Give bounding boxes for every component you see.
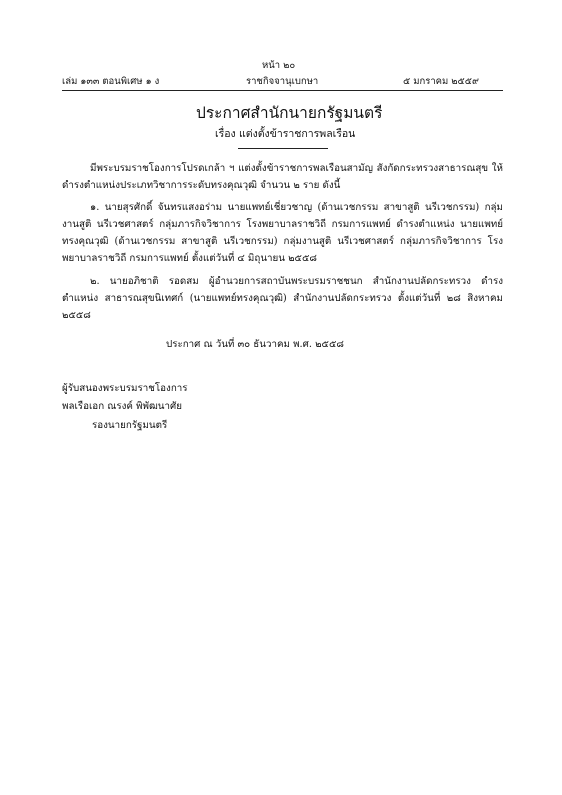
volume-info: เล่ม ๑๓๓ ตอนพิเศษ ๑ ง — [62, 76, 160, 87]
gazette-name: ราชกิจจานุเบกษา — [246, 76, 319, 87]
announcement-date: ประกาศ ณ วันที่ ๓๐ ธันวาคม พ.ศ. ๒๕๕๘ — [166, 339, 344, 350]
signer-position: รองนายกรัฐมนตรี — [92, 420, 168, 431]
intro-paragraph — [62, 160, 503, 194]
countersign-line: ผู้รับสนองพระบรมราชโองการ — [62, 383, 188, 394]
signer-name: พลเรือเอก ณรงค์ พิพัฒนาศัย — [62, 401, 182, 412]
intro-text: มีพระบรมราชโองการโปรดเกล้า ฯ แต่งตั้งข้าราชการพลเรือนสามัญ สังกัดกระทรวงสาธารณสุข ให้ดำรงตำแหน่งประเภทวิชาการระดับทรงคุณวุฒิ จำนวน ๒ ราย ดังนี้ — [62, 163, 503, 191]
announcement-title: ประกาศสำนักนายกรัฐมนตรี — [196, 104, 383, 122]
item-2-paragraph — [62, 273, 503, 324]
announcement-subject: เรื่อง แต่งตั้งข้าราชการพลเรือน — [215, 128, 356, 140]
issue-date: ๕ มกราคม ๒๕๕๙ — [403, 76, 479, 87]
header-rule — [62, 90, 503, 91]
item-2-text: ๒. นายอภิชาติ รอดสม ผู้อำนวยการสถาบันพระบรมราชชนก สำนักงานปลัดกระทรวง ดำรงตำแหน่ง สาธารณสุขนิเทศก์ (นายแพทย์ทรงคุณวุฒิ) สำนักงานปลัดกระทรวง ตั้งแต่วันที่ ๒๘ สิงหาคม ๒๕๕๘ — [62, 276, 503, 321]
item-1-paragraph — [62, 199, 503, 267]
title-underline — [238, 148, 328, 149]
item-1-text: ๑. นายสุรศักดิ์ จันทรแสงอร่าม นายแพทย์เชี่ยวชาญ (ด้านเวชกรรม สาขาสูติ นรีเวชกรรม) กลุ่มงานสูติ นรีเวชศาสตร์ กลุ่มภารกิจวิชาการ โรงพยาบาลราชวิถี กรมการแพทย์ ดำรงตำแหน่ง นายแพทย์ทรงคุณวุฒิ (ด้านเวชกรรม สาขาสูติ นรีเวชกรรม) กลุ่มงานสูติ นรีเวชศาสตร์ กลุ่มภารกิจวิชาการ โรงพยาบาลราชวิถี กรมการแพทย์ ตั้งแต่วันที่ ๔ มิถุนายน ๒๕๕๘ — [62, 202, 503, 264]
page-number: หน้า ๒๐ — [262, 60, 296, 71]
